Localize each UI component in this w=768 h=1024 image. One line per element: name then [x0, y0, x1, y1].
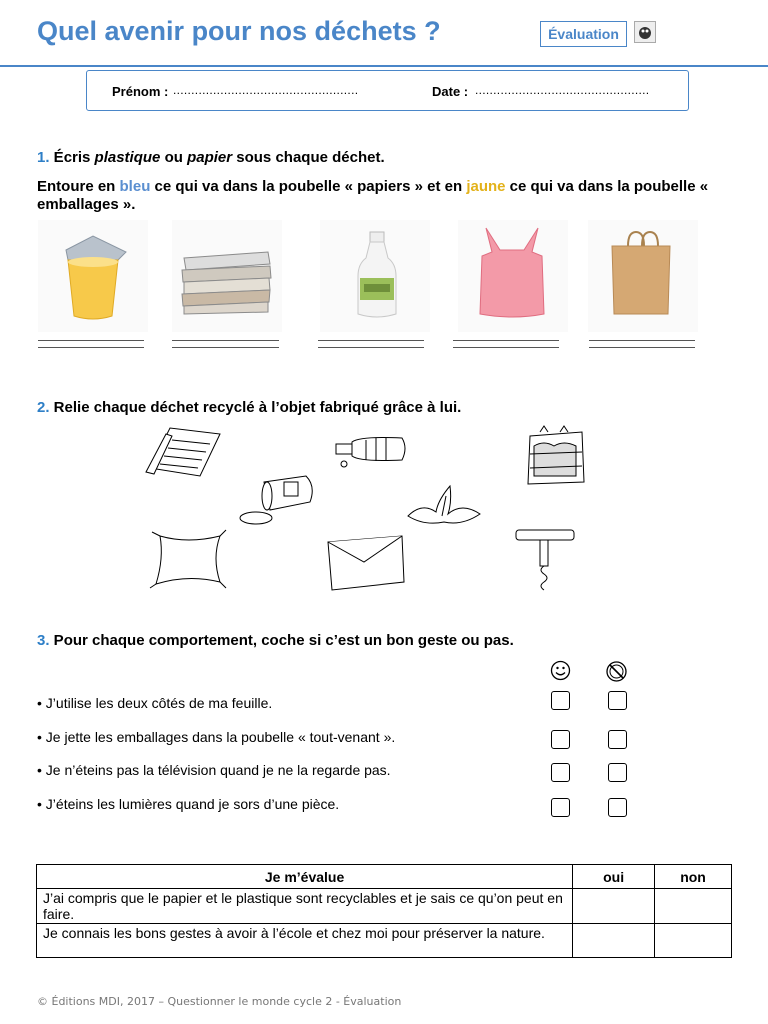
- page-title: Quel avenir pour nos déchets ?: [37, 16, 441, 46]
- good-checkbox-4[interactable]: [551, 798, 570, 817]
- newspapers-image[interactable]: [172, 220, 282, 332]
- footer-copyright: © Éditions MDI, 2017 – Questionner le monde cycle 2 - Évaluation: [37, 995, 402, 1008]
- answer-line[interactable]: [38, 347, 144, 348]
- q2-text: Relie chaque déchet recyclé à l’objet fabriqué grâce à lui.: [49, 399, 462, 416]
- word-bleu: bleu: [119, 178, 151, 195]
- header-criteria: Je m’évalue: [37, 865, 573, 889]
- good-checkbox-2[interactable]: [551, 730, 570, 749]
- milk-bottle-image[interactable]: [320, 220, 430, 332]
- oui-cell[interactable]: [573, 924, 655, 958]
- table-row: [37, 924, 732, 958]
- newspaper-drawing[interactable]: [142, 424, 224, 482]
- good-checkbox-3[interactable]: [551, 763, 570, 782]
- bad-checkbox-3[interactable]: [608, 763, 627, 782]
- answer-line[interactable]: [453, 340, 559, 341]
- name-label: Prénom :: [112, 84, 169, 99]
- answer-line[interactable]: [38, 340, 144, 341]
- behavior-3: • Je n’éteins pas la télévision quand je ne la regarde pas.: [37, 762, 391, 778]
- corkscrew-drawing[interactable]: [512, 526, 576, 594]
- behavior-1: • J’utilise les deux côtés de ma feuille.: [37, 695, 273, 711]
- criteria-cell: Je connais les bons gestes à avoir à l’école et chez moi pour préserver la nature.: [37, 924, 573, 958]
- question-3-number: 3.: [37, 632, 50, 649]
- header-non: non: [655, 865, 732, 889]
- word-papier: papier: [187, 149, 233, 166]
- answer-line[interactable]: [318, 347, 424, 348]
- bad-checkbox-4[interactable]: [608, 798, 627, 817]
- header-divider: [0, 65, 768, 67]
- answer-line[interactable]: [589, 340, 695, 341]
- mascot-icon: [634, 21, 656, 43]
- compost-bin-drawing[interactable]: [520, 424, 592, 492]
- bad-checkbox-1[interactable]: [608, 691, 627, 710]
- yogurt-pot-image[interactable]: [38, 220, 148, 332]
- answer-line[interactable]: [453, 347, 559, 348]
- q1-text-c: sous chaque déchet.: [232, 149, 385, 166]
- inst-text-c: ce qui va dans la poubelle « emballages ».: [37, 178, 709, 213]
- plastic-bag-image[interactable]: [458, 220, 568, 332]
- non-cell[interactable]: [655, 924, 732, 958]
- forbidden-icon: [605, 660, 628, 683]
- answer-line[interactable]: [172, 347, 279, 348]
- question-2: [37, 399, 461, 416]
- name-field[interactable]: ...................................................: [173, 83, 359, 97]
- answer-line[interactable]: [318, 340, 424, 341]
- word-jaune: jaune: [466, 178, 506, 195]
- date-field[interactable]: ................................................: [475, 83, 650, 97]
- q1-text-b: ou: [160, 149, 188, 166]
- evaluation-badge: Évaluation: [540, 21, 627, 47]
- table-row: [37, 889, 732, 924]
- self-evaluation-table: [36, 864, 732, 958]
- non-cell[interactable]: [655, 889, 732, 924]
- question-3: [37, 632, 514, 649]
- cushion-drawing[interactable]: [148, 526, 228, 592]
- date-label: Date :: [432, 84, 469, 99]
- banana-peel-drawing[interactable]: [402, 482, 484, 530]
- q1-text-a: Écris: [49, 149, 95, 166]
- paper-bag-image[interactable]: [588, 220, 698, 332]
- bad-checkbox-2[interactable]: [608, 730, 627, 749]
- question-1-instruction: [37, 178, 717, 214]
- inst-text-a: Entoure en: [37, 178, 120, 195]
- good-checkbox-1[interactable]: [551, 691, 570, 710]
- word-plastique: plastique: [94, 149, 161, 166]
- smiley-icon: [550, 660, 571, 681]
- question-2-number: 2.: [37, 399, 50, 416]
- q3-text: Pour chaque comportement, coche si c’est un bon geste ou pas.: [49, 632, 514, 649]
- behavior-4: • J’éteins les lumières quand je sors d’une pièce.: [37, 796, 340, 812]
- table-header-row: [37, 865, 732, 889]
- question-1: [37, 149, 385, 166]
- header-oui: oui: [573, 865, 655, 889]
- plastic-bottle-drawing[interactable]: [330, 432, 410, 470]
- answer-line[interactable]: [589, 347, 695, 348]
- behavior-2: • Je jette les emballages dans la poubelle « tout-venant ».: [37, 729, 396, 745]
- question-1-number: 1.: [37, 149, 50, 166]
- envelope-drawing[interactable]: [324, 532, 408, 594]
- tin-can-drawing[interactable]: [236, 472, 318, 532]
- oui-cell[interactable]: [573, 889, 655, 924]
- criteria-cell: J’ai compris que le papier et le plastique sont recyclables et je sais ce qu’on peut en faire.: [37, 889, 573, 924]
- inst-text-b: ce qui va dans la poubelle « papiers » et en: [150, 178, 467, 195]
- answer-line[interactable]: [172, 340, 279, 341]
